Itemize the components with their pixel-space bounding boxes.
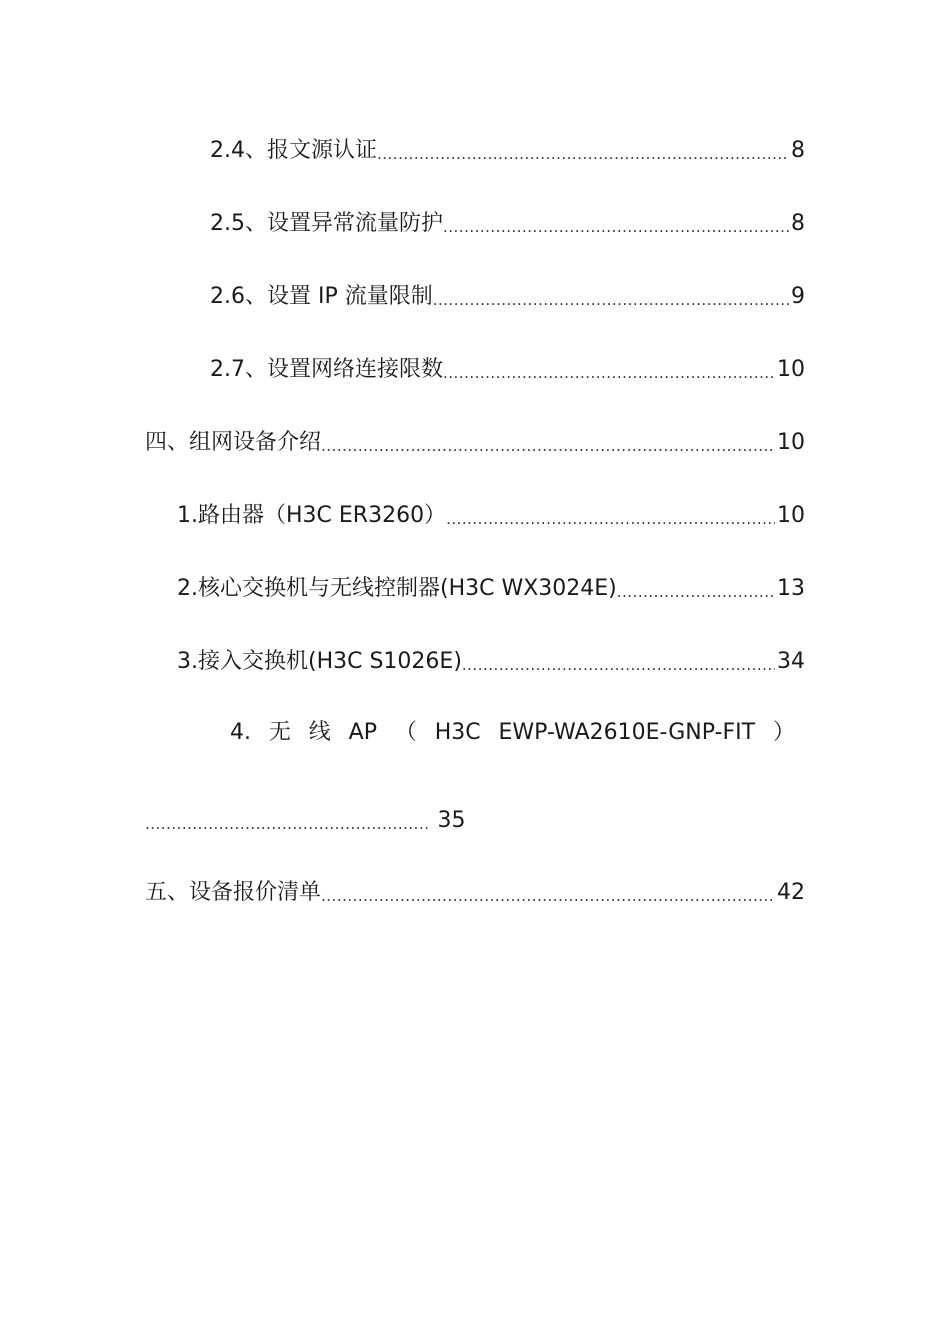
toc-entry-part: ） (772, 720, 795, 745)
toc-leader-dots: ...................................................... (145, 815, 430, 833)
toc-page-number: 35 (437, 808, 466, 833)
toc-entry-2-7[interactable] (210, 354, 805, 386)
toc-leader-dots (321, 433, 775, 459)
toc-entry-part: AP (348, 720, 377, 745)
toc-entry-2-6[interactable] (210, 281, 805, 313)
toc-page-number: 10 (777, 430, 805, 455)
toc-page-number: 42 (777, 880, 805, 905)
toc-entry-section-4[interactable] (145, 427, 805, 459)
toc-entry-title: 1.路由器（H3C ER3260） (177, 503, 447, 528)
toc-leader-dots (321, 883, 775, 909)
toc-entry-part: 线 (308, 720, 331, 745)
toc-page-number: 34 (777, 649, 805, 674)
toc-entry-part: 4. (230, 720, 251, 745)
toc-entry-2-4[interactable] (210, 135, 805, 167)
toc-leader-dots (433, 287, 789, 313)
toc-entry-part: H3C (434, 720, 481, 745)
toc-entry-title: 2.6、设置 IP 流量限制 (210, 284, 433, 309)
toc-entry-title: 2.7、设置网络连接限数 (210, 357, 443, 382)
toc-entry-title: 2.5、设置异常流量防护 (210, 211, 443, 236)
toc-page-number: 9 (791, 284, 805, 309)
toc-entry-title: 2.核心交换机与无线控制器(H3C WX3024E) (177, 576, 617, 601)
toc-entry-2-5[interactable] (210, 208, 805, 240)
toc-entry-title: 四、组网设备介绍 (145, 430, 322, 455)
toc-page-number: 10 (777, 357, 805, 382)
toc-entry-title: 五、设备报价清单 (145, 880, 322, 905)
toc-page-number: 13 (777, 576, 805, 601)
toc-entry-part: EWP-WA2610E-GNP-FIT (498, 720, 756, 745)
toc-entry-4-3[interactable] (177, 646, 805, 678)
toc-page-number: 8 (791, 138, 805, 163)
toc-entry-4-2[interactable] (177, 573, 805, 605)
toc-entry-part: 无 (268, 720, 291, 745)
toc-leader-dots (443, 360, 775, 386)
toc-leader-dots (443, 214, 789, 240)
toc-leader-dots (446, 506, 775, 532)
toc-entry-4-4[interactable] (230, 717, 795, 749)
toc-entry-section-5[interactable] (145, 877, 805, 909)
toc-page-number: 8 (791, 211, 805, 236)
toc-entry-title: 3.接入交换机(H3C S1026E) (177, 649, 462, 674)
toc-leader-dots (377, 141, 789, 167)
toc-entry-title: 2.4、报文源认证 (210, 138, 377, 163)
toc-page-number: 10 (777, 503, 805, 528)
toc-leader-dots (617, 579, 775, 605)
toc-entry-part: （ (394, 720, 417, 745)
toc-entry-4-1[interactable] (177, 500, 805, 532)
toc-entry-4-4-continuation[interactable] (145, 805, 465, 837)
toc-leader-dots (462, 652, 775, 678)
